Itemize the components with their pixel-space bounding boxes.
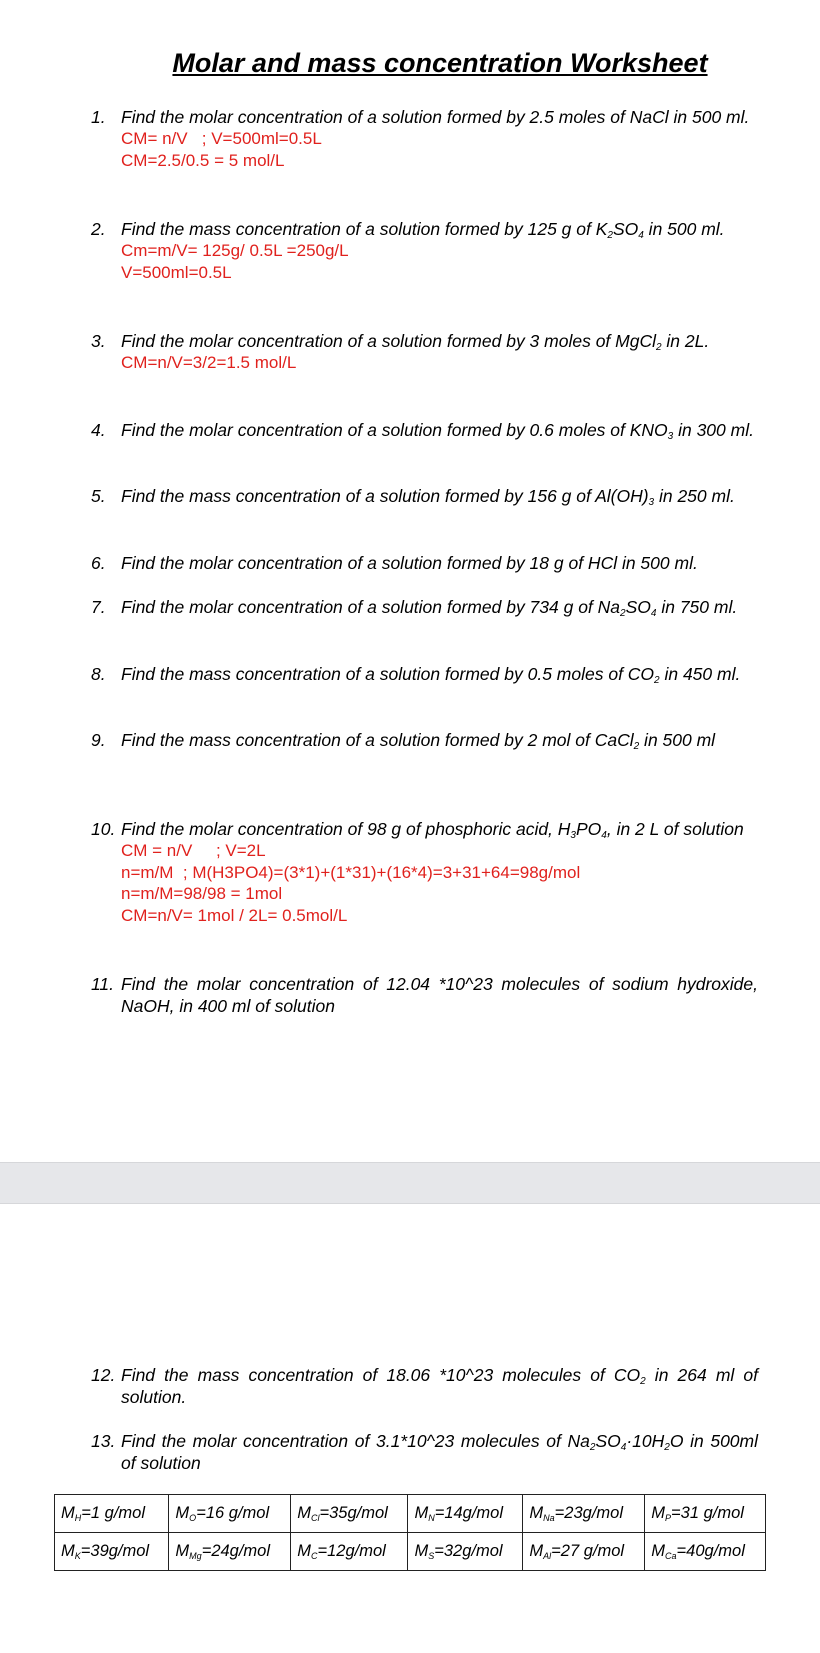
table-cell [55,1533,169,1571]
table-cell [291,1533,408,1571]
subscript: 2 [654,675,660,686]
mass-value: =31 g/mol [671,1504,744,1522]
mass-value: =32g/mol [434,1542,503,1560]
text-run: Find the mass concentration of a solution formed by 125 g of K [121,219,608,239]
table-cell [55,1495,169,1533]
element-subscript: H [74,1513,82,1523]
question-number: 9. [91,730,106,750]
text-run: Find the mass concentration of a solution formed by 2 mol of CaCl [121,730,634,750]
question-text [121,485,758,507]
question-5 [91,485,758,507]
element-subscript: N [428,1513,435,1523]
mass-value: =16 g/mol [196,1504,270,1522]
question-9 [91,729,758,751]
mass-value: =23g/mol [554,1504,624,1522]
question-13 [91,1430,758,1474]
table-cell [169,1495,291,1533]
element-subscript: Na [543,1513,555,1523]
text-run: SO [625,597,651,617]
question-text [121,419,758,441]
question-number: 10. [91,819,116,839]
text-run: O in 500ml of solution [121,1431,758,1473]
subscript: 2 [664,1442,670,1453]
question-1 [91,106,758,171]
mass-value: =14g/mol [434,1504,504,1522]
subscript: 4 [601,830,607,841]
question-11 [91,973,758,1017]
question-number: 13. [91,1431,116,1451]
question-6 [91,552,758,574]
question-number: 11. [91,974,115,994]
mass-value: =24g/mol [201,1542,271,1560]
question-text [121,1430,758,1474]
text-run: , in 2 L of solution [606,819,744,839]
table-cell [523,1495,645,1533]
question-7 [91,596,758,618]
mass-symbol: M [529,1542,544,1560]
answer-line: CM=2.5/0.5 = 5 mol/L [121,150,285,170]
subscript: 4 [650,608,657,619]
table-cell [408,1533,523,1571]
question-number: 1. [91,107,106,127]
text-run: Find the mass concentration of a solution formed by 156 g of Al(OH) [121,486,649,506]
answer-line: V=500ml=0.5L [121,262,232,282]
subscript: 4 [638,230,644,241]
element-subscript: K [74,1551,81,1561]
question-2 [91,218,758,283]
text-run: Find the molar concentration of a solution formed by 3 moles of MgCl [121,331,656,351]
answer-line: n=m/M=98/98 = 1mol [121,884,283,903]
table-row [55,1495,766,1533]
mass-symbol: M [651,1542,666,1560]
mass-value: =39g/mol [80,1542,150,1560]
page-break [0,1162,820,1204]
answer-line: CM=n/V=3/2=1.5 mol/L [121,353,297,372]
table-cell [169,1533,291,1571]
text-run: in 264 ml of solution. [121,1365,758,1407]
text-run: Find the molar concentration of 12.04 *10^23 molecules of sodium hydroxide, NaOH, in 400 ml of solution [121,974,758,1016]
text-run: Find the molar concentration of a solution formed by 0.6 moles of KNO [121,420,668,440]
question-number: 6. [91,553,106,573]
text-run: PO [575,819,602,839]
question-number: 12. [91,1365,116,1385]
table-cell [408,1495,523,1533]
text-run: in 250 ml. [654,486,735,506]
text-run: Find the mass concentration of a solution formed by 0.5 moles of CO [121,664,655,684]
question-10 [91,818,758,926]
question-text [121,106,758,128]
element-subscript: Mg [189,1551,202,1561]
mass-symbol: M [414,1542,429,1560]
table-cell [523,1533,645,1571]
answer-line: CM= n/V ; V=500ml=0.5L [121,129,322,148]
mass-value: =40g/mol [676,1542,745,1560]
element-subscript: C [310,1551,318,1561]
mass-value: =35g/mol [319,1504,388,1522]
mass-symbol: M [61,1542,75,1560]
question-number: 3. [91,331,106,351]
question-text [121,596,758,618]
question-12 [91,1364,758,1408]
mass-symbol: M [529,1504,544,1522]
text-run: ·10H [626,1431,665,1451]
mass-symbol: M [651,1504,666,1522]
text-run: Find the molar concentration of 3.1*10^23 molecules of Na [121,1431,590,1451]
question-number: 4. [91,420,106,440]
text-run: in 300 ml. [673,420,754,440]
answer-line: n=m/M ; M(H3PO4)=(3*1)+(1*31)+(16*4)=3+31+64=98g/mol [121,862,581,882]
question-number: 8. [91,664,106,684]
question-text [121,218,758,240]
subscript: 2 [655,342,662,353]
mass-value: =12g/mol [317,1542,386,1560]
mass-symbol: M [297,1504,311,1522]
mass-symbol: M [297,1542,311,1560]
mass-symbol: M [175,1504,190,1522]
element-subscript: Cl [310,1513,320,1523]
subscript: 2 [640,1376,646,1387]
question-number: 5. [91,486,106,506]
answer-line: CM=n/V= 1mol / 2L= 0.5mol/L [121,905,348,925]
answer-line: Cm=m/V= 125g/ 0.5L =250g/L [121,241,349,260]
element-subscript: S [428,1551,435,1561]
question-number: 7. [91,597,106,617]
text-run: in 450 ml. [659,664,741,684]
text-run: in 500 ml [639,730,716,750]
text-run: SO [595,1431,621,1451]
element-subscript: Ca [665,1551,677,1561]
element-subscript: P [665,1513,672,1523]
question-8 [91,663,758,685]
question-text [121,330,758,352]
mass-symbol: M [61,1504,75,1522]
molar-mass-table [54,1494,766,1571]
question-text [121,1364,758,1408]
question-text [121,729,758,751]
subscript: 2 [620,608,626,619]
question-4 [91,419,758,441]
text-run: in 2L. [661,331,710,351]
text-run: in 500 ml. [643,219,725,239]
subscript: 3 [648,497,655,508]
subscript: 3 [570,830,576,841]
question-text [121,818,758,840]
question-3 [91,330,758,374]
text-run: Find the molar concentration of a solution formed by 734 g of Na [121,597,621,617]
text-run: Find the molar concentration of a solution formed by 2.5 moles of NaCl in 500 ml. [121,107,750,127]
mass-symbol: M [175,1542,190,1560]
question-text [121,663,758,685]
answer-line: CM = n/V ; V=2L [121,841,266,860]
table-cell [645,1495,766,1533]
mass-symbol: M [414,1504,429,1522]
table-cell [291,1495,408,1533]
question-text [121,973,758,1017]
text-run: in 750 ml. [656,597,738,617]
mass-value: =27 g/mol [551,1542,625,1560]
text-run: Find the mass concentration of 18.06 *10^23 molecules of CO [121,1365,641,1385]
element-subscript: Al [543,1551,552,1561]
question-text [121,552,758,574]
question-number: 2. [91,219,106,239]
table-row [55,1533,766,1571]
mass-value: =1 g/mol [81,1504,145,1522]
subscript: 2 [589,1442,596,1453]
text-run: Find the molar concentration of a solution formed by 18 g of HCl in 500 ml. [121,553,698,573]
element-subscript: O [189,1513,197,1523]
text-run: SO [612,219,639,239]
table-cell [645,1533,766,1571]
subscript: 2 [607,230,613,241]
text-run: Find the molar concentration of 98 g of phosphoric acid, H [121,819,571,839]
subscript: 4 [620,1442,627,1453]
subscript: 2 [633,741,640,752]
page-title: Molar and mass concentration Worksheet [172,48,708,78]
subscript: 3 [667,431,674,442]
